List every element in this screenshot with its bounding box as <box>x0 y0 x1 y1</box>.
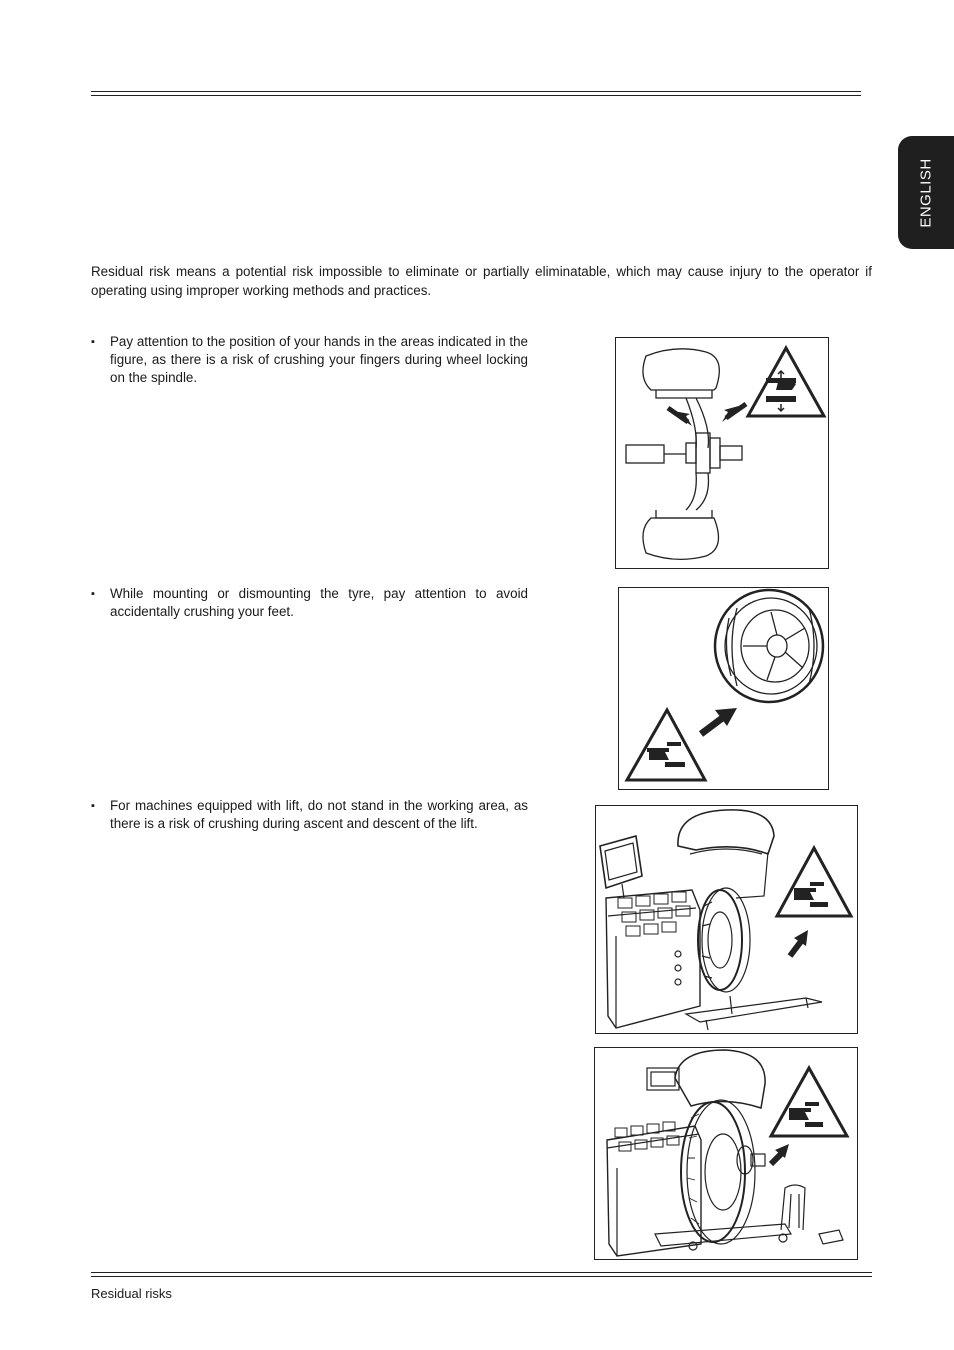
header-rule-bottom <box>91 95 861 96</box>
bullet-marker: ▪ <box>91 336 95 348</box>
bullet-feet <box>91 585 528 621</box>
truck-crush-warning-icon <box>771 1068 847 1136</box>
language-tab <box>898 136 954 249</box>
language-tab-label: ENGLISH <box>917 157 935 228</box>
figure-lift-balancer <box>595 805 858 1034</box>
footer-rule-bottom <box>91 1276 872 1277</box>
bullet-hands <box>91 333 528 387</box>
footer-rule-top <box>91 1272 872 1273</box>
bullet-marker: ▪ <box>91 800 95 812</box>
figure-wheel-spindle <box>615 337 829 569</box>
header-rule-top <box>91 91 861 92</box>
foot-crush-warning-icon <box>627 710 705 780</box>
figure-truck-balancer <box>594 1047 858 1260</box>
lift-crush-warning-icon <box>777 848 851 916</box>
bullet-text: For machines equipped with lift, do not stand in the working area, as there is a risk of crushing during ascent and descent of the lift. <box>110 798 528 831</box>
bullet-text: While mounting or dismounting the tyre, pay attention to avoid accidentally crushing your feet. <box>110 586 528 619</box>
footer-section-title: Residual risks <box>91 1286 172 1301</box>
hand-crush-warning-icon <box>748 348 824 416</box>
bullet-text: Pay attention to the position of your hands in the areas indicated in the figure, as there is a risk of crushing your fingers during wheel locking on the spindle. <box>110 334 528 385</box>
intro-paragraph: Residual risk means a potential risk impossible to eliminate or partially eliminatable, which may cause injury to the operator if operating using improper working methods and practices. <box>91 264 872 298</box>
bullet-marker: ▪ <box>91 588 95 600</box>
figure-foot-crush <box>618 587 829 790</box>
bullet-lift <box>91 797 528 833</box>
